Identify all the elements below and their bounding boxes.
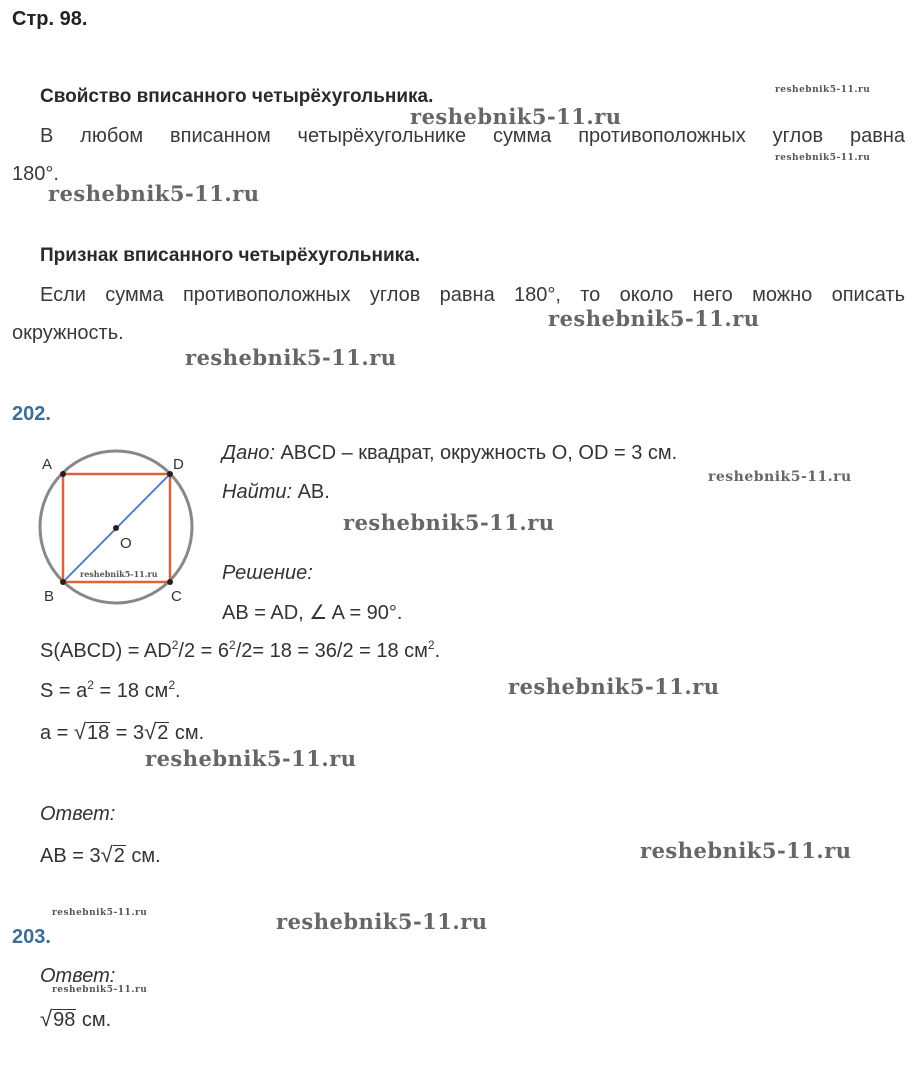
figure-watermark: reshebnik5-11.ru (80, 569, 158, 579)
vertex-a-point (60, 471, 66, 477)
task-202-number: 202. (12, 403, 51, 425)
solution-label: Решение: (222, 562, 313, 584)
label-o: O (120, 535, 132, 552)
watermark: reshebnik5-11.ru (548, 306, 760, 331)
side-text-a: a = (40, 722, 74, 744)
given-line (222, 442, 677, 465)
property-text-line1: В любом вписанном четырёхугольнике сумма противоположных углов равна (40, 125, 905, 147)
watermark-small: reshebnik5-11.ru (52, 908, 148, 918)
answer-radicand: 2 (113, 845, 125, 867)
watermark: reshebnik5-11.ru (508, 674, 720, 699)
page-title: Стр. 98. (12, 8, 88, 30)
answer-202-text-a: AB = 3 (40, 845, 101, 867)
answer-202-text-b: см. (125, 845, 161, 867)
watermark-small: reshebnik5-11.ru (775, 85, 871, 95)
watermark: reshebnik5-11.ru (640, 838, 852, 863)
task-203-number: 203. (12, 926, 51, 948)
given-label: Дано: (222, 442, 275, 464)
watermark: reshebnik5-11.ru (185, 345, 397, 370)
area-text-a: S(ABCD) = AD (40, 640, 172, 662)
sqrt-18: √18 (73, 719, 110, 744)
vertex-b-point (60, 579, 66, 585)
property-text-line2: 180°. (12, 163, 59, 185)
inscribed-square-figure (30, 448, 210, 618)
solution-line-2 (40, 640, 440, 663)
area-text-d: . (434, 640, 441, 662)
watermark-small: reshebnik5-11.ru (775, 153, 871, 163)
watermark: reshebnik5-11.ru (145, 746, 357, 771)
label-b: B (44, 588, 55, 605)
solution-line-4 (40, 719, 205, 745)
area-text-c: /2= 18 = 36/2 = 18 см (235, 640, 428, 662)
answer-203-text: см. (76, 1009, 112, 1031)
find-line (222, 481, 330, 504)
side-text-c: см. (169, 722, 205, 744)
find-label: Найти: (222, 481, 293, 503)
answer-203 (40, 1006, 112, 1032)
formula-text-c: . (175, 680, 181, 702)
radicand-2: 2 (157, 722, 169, 744)
answer-sqrt-98: √98 (40, 1006, 76, 1031)
watermark: reshebnik5-11.ru (343, 510, 555, 535)
solution-line-1: AB = AD, ∠ A = 90°. (222, 602, 403, 624)
solution-line-3 (40, 680, 181, 703)
label-c: C (171, 588, 182, 605)
exponent: 2 (427, 638, 435, 652)
criterion-heading: Признак вписанного четырёхугольника. (40, 245, 420, 266)
answer-202-label: Ответ: (40, 803, 116, 825)
exponent: 2 (87, 678, 94, 692)
sqrt-2: √2 (144, 719, 169, 744)
answer-sqrt-2: √2 (100, 842, 125, 867)
watermark: reshebnik5-11.ru (48, 181, 260, 206)
answer-203-label: Ответ: (40, 965, 116, 987)
property-heading: Свойство вписанного четырёхугольника. (40, 86, 434, 107)
answer-202 (40, 842, 161, 868)
side-text-b: = 3 (110, 722, 145, 744)
watermark-medium: reshebnik5-11.ru (708, 469, 852, 485)
formula-text-b: = 18 см (93, 680, 169, 702)
exponent: 2 (171, 638, 179, 652)
vertex-c-point (167, 579, 173, 585)
find-text: AB. (292, 481, 330, 503)
area-text-b: /2 = 6 (178, 640, 229, 662)
radicand-18: 18 (87, 722, 110, 744)
exponent: 2 (168, 678, 175, 692)
criterion-text-line1: Если сумма противоположных углов равна 180°, то около него можно описать (40, 284, 905, 306)
label-d: D (173, 456, 184, 473)
watermark: reshebnik5-11.ru (276, 909, 488, 934)
watermark-small: reshebnik5-11.ru (52, 985, 148, 995)
criterion-text-line2: окружность. (12, 322, 124, 344)
center-o-point (113, 525, 119, 531)
label-a: A (42, 456, 53, 473)
answer-radicand-98: 98 (53, 1009, 76, 1031)
exponent: 2 (229, 638, 236, 652)
formula-text-a: S = a (40, 680, 88, 702)
watermark: reshebnik5-11.ru (410, 104, 622, 129)
given-text: ABCD – квадрат, окружность O, OD = 3 см. (274, 442, 678, 464)
